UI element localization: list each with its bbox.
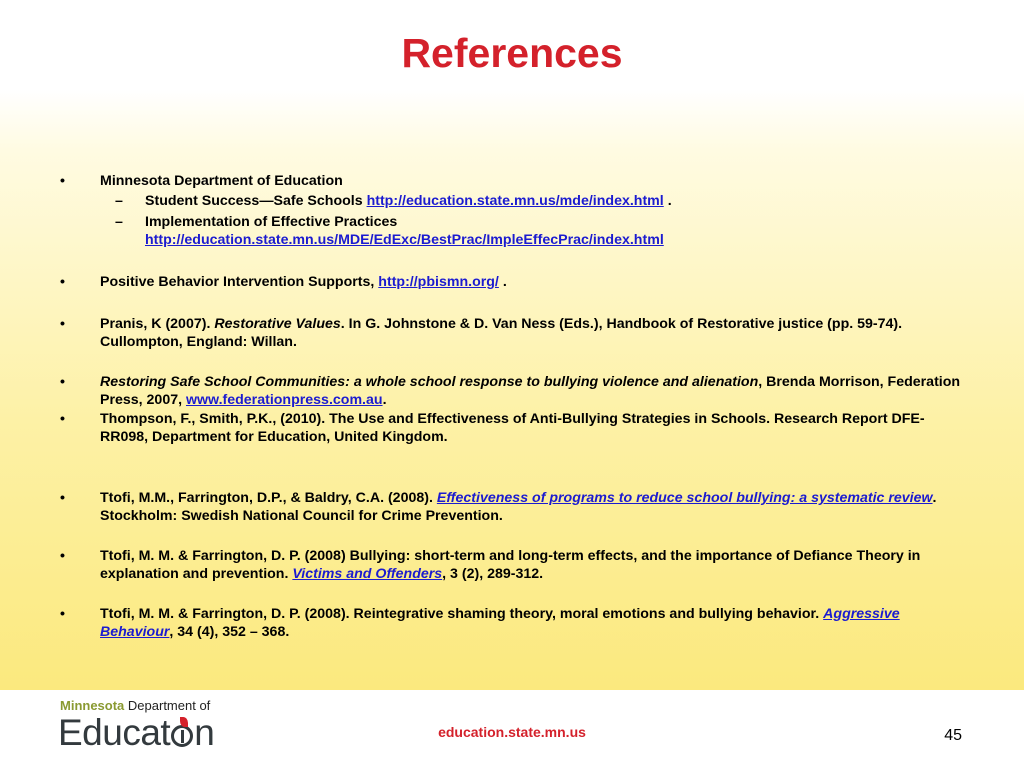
logo-word-end: n <box>194 712 215 753</box>
reference-item <box>60 489 970 525</box>
dash: – <box>115 214 123 230</box>
reference-label: Ttofi, M.M., Farrington, D.P., & Baldry, C.A. (2008). <box>100 490 437 506</box>
bullet: • <box>60 411 65 427</box>
reference-label: , 34 (4), 352 – 368. <box>169 624 290 640</box>
reference-text <box>100 489 970 525</box>
reference-text <box>100 315 970 351</box>
mde-index-link[interactable]: http://education.state.mn.us/mde/index.html <box>366 193 664 209</box>
reference-item <box>60 172 970 190</box>
bullet: • <box>60 173 65 189</box>
footer-url: education.state.mn.us <box>438 724 586 740</box>
sub-reference-label: Student Success—Safe Schools <box>145 193 367 209</box>
reference-text: Thompson, F., Smith, P.K., (2010). The Use and Effectiveness of Anti-Bullying Strategies in Schools. Research Report DFE-RR098, Department for Education, United Kingdom. <box>100 411 925 445</box>
book-title: Restoring Safe School Communities: a whole school response to bullying violence and alienation <box>100 374 759 390</box>
pbismn-link[interactable]: http://pbismn.org/ <box>378 274 499 290</box>
reference-label: Ttofi, M. M. & Farrington, D. P. (2008). Reintegrative shaming theory, moral emotions and bullying behavior. <box>100 606 824 622</box>
reference-text <box>100 273 970 291</box>
reference-item <box>60 373 970 409</box>
federation-press-link[interactable]: www.federationpress.com.au <box>185 392 383 408</box>
trailing-text: . <box>498 274 507 290</box>
aggressive-behaviour-link[interactable]: Aggressive Behaviour <box>100 606 900 640</box>
reference-item <box>60 547 970 583</box>
page-title: References <box>401 30 623 76</box>
bullet: • <box>60 606 65 622</box>
reference-text <box>100 605 970 641</box>
dash: – <box>115 193 123 209</box>
bullet: • <box>60 548 65 564</box>
reference-item <box>60 315 970 351</box>
bullet: • <box>60 274 65 290</box>
reference-item <box>60 273 970 291</box>
sub-reference-label: Implementation of Effective Practices <box>145 214 398 230</box>
reference-label: . Stockholm: Swedish National Council for Crime Prevention. <box>100 490 937 524</box>
mde-logo-tagline <box>60 698 210 713</box>
book-title: Restorative Values <box>214 316 341 332</box>
reference-text <box>100 547 970 583</box>
reference-item <box>60 605 970 641</box>
reference-item <box>60 410 970 446</box>
best-practices-link[interactable]: http://education.state.mn.us/MDE/EdExc/BestPrac/ImpleEffecPrac/index.html <box>145 232 664 248</box>
sub-reference-text <box>145 192 955 210</box>
reference-label: Positive Behavior Intervention Supports, <box>100 274 379 290</box>
logo-brand: Minnesota <box>60 698 125 713</box>
sub-reference-text <box>145 213 955 249</box>
reference-text: Minnesota Department of Education <box>100 173 343 189</box>
reference-label: . In G. Johnstone & D. Van Ness (Eds.), Handbook of Restorative justice (pp. 59-74). Cullompton, England: Willan. <box>100 316 903 350</box>
reference-label: , 3 (2), 289-312. <box>442 566 544 582</box>
reference-label: Ttofi, M. M. & Farrington, D. P. (2008) Bullying: short-term and long-term effects, and the importance of Defiance Theory in explanation and prevention. <box>100 548 921 582</box>
effectiveness-programs-link[interactable]: Effectiveness of programs to reduce school bullying: a systematic review <box>436 490 933 506</box>
victims-offenders-link[interactable]: Victims and Offenders <box>292 566 443 582</box>
bullet: • <box>60 316 65 332</box>
reference-label: , Brenda Morrison, Federation Press, 2007, <box>100 374 961 408</box>
sub-reference-item <box>115 192 955 210</box>
logo-subtitle: Department of <box>124 698 211 713</box>
page-number: 45 <box>944 727 962 744</box>
trailing-text: . <box>382 392 387 408</box>
trailing-text: . <box>663 193 672 209</box>
sub-reference-item <box>115 213 955 249</box>
reference-label: Pranis, K (2007). <box>100 316 215 332</box>
reference-text <box>100 373 970 409</box>
bullet: • <box>60 374 65 390</box>
logo-word-start: Educat <box>58 712 171 753</box>
bullet: • <box>60 490 65 506</box>
